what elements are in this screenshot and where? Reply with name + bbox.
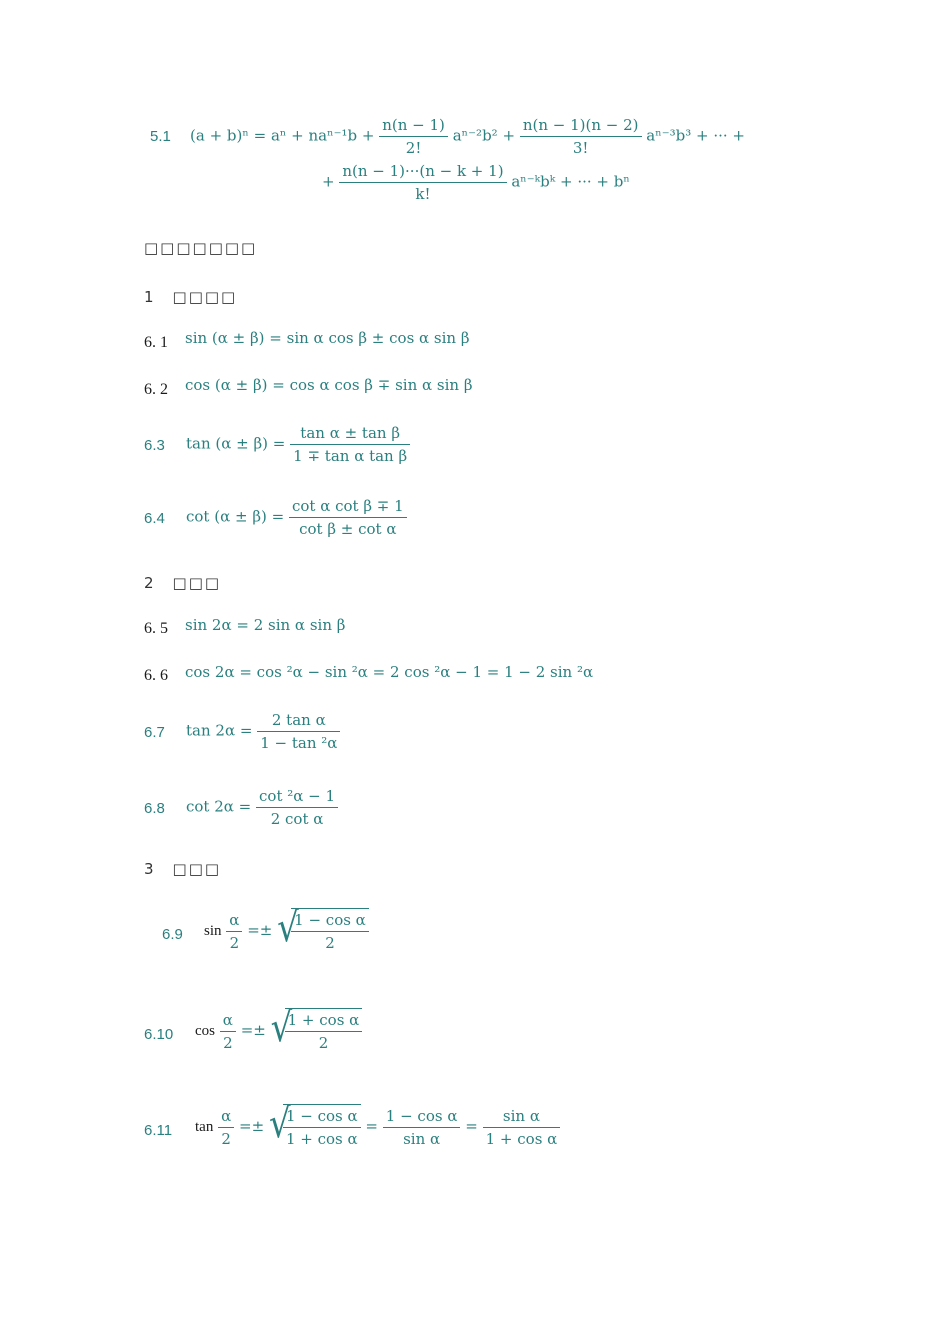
formula-6-11 <box>195 1100 560 1150</box>
radicand-fraction <box>291 909 369 954</box>
frac-denominator: k! <box>415 185 431 203</box>
formula-number-6-8: 6.8 <box>144 800 165 817</box>
binomial-tail: aⁿ⁻³b³ + ··· + <box>646 126 746 145</box>
formula-number-6-11: 6.11 <box>144 1122 173 1139</box>
half-angle-fraction <box>226 909 242 954</box>
formula-6-7 <box>186 709 340 754</box>
formula-fraction <box>257 709 340 754</box>
formula-number-6-7: 6.7 <box>144 724 165 741</box>
frac-numerator: sin α <box>483 1105 561 1128</box>
function-name: sin <box>204 923 222 939</box>
binomial-tail-2: aⁿ⁻ᵏbᵏ + ··· + bⁿ <box>511 172 630 191</box>
frac-denominator: 2 <box>325 934 335 952</box>
frac-numerator: n(n − 1)(n − 2) <box>520 114 642 137</box>
half-angle-fraction <box>220 1009 236 1054</box>
section-heading-2: 2 □□□ <box>144 574 222 592</box>
frac-numerator: α <box>220 1009 236 1032</box>
function-name: cos <box>195 1023 215 1039</box>
frac-numerator: 2 tan α <box>257 709 340 732</box>
formula-fraction <box>289 495 407 540</box>
formula-6-1: sin (α ± β) = sin α cos β ± cos α sin β <box>185 329 470 347</box>
equals-sign: = <box>365 1117 378 1135</box>
frac-numerator: 1 − cos α <box>283 1105 361 1128</box>
frac-numerator: cot α cot β ∓ 1 <box>289 495 407 518</box>
formula-6-8 <box>186 785 338 830</box>
formula-number-6-3: 6.3 <box>144 437 165 454</box>
binomial-line-2 <box>322 160 630 205</box>
square-root <box>277 904 369 954</box>
formula-6-3 <box>186 422 410 467</box>
plus-minus: =± <box>240 1021 266 1039</box>
formula-lhs: cot (α ± β) = <box>186 507 285 526</box>
formula-lhs: tan 2α = <box>186 721 253 740</box>
binomial-line-1 <box>190 114 745 159</box>
frac-denominator: 2 <box>229 933 240 952</box>
formula-number-6-2: 6. 2 <box>144 381 168 398</box>
half-angle-fraction <box>218 1105 234 1150</box>
frac-numerator: cot ²α − 1 <box>256 785 338 808</box>
formula-number-6-5: 6. 5 <box>144 620 168 637</box>
frac-numerator: 1 − cos α <box>291 909 369 932</box>
frac-numerator: n(n − 1)···(n − k + 1) <box>339 160 506 183</box>
section-heading-1: 1 □□□□ <box>144 288 238 306</box>
radical-sign-icon: √ <box>270 1004 293 1052</box>
plus-minus: =± <box>239 1117 265 1135</box>
formula-number-6-1: 6. 1 <box>144 334 168 351</box>
second-fraction <box>383 1105 461 1150</box>
third-fraction <box>483 1105 561 1150</box>
plus-minus: =± <box>247 921 273 939</box>
frac-numerator: 1 + cos α <box>285 1009 363 1032</box>
formula-fraction <box>256 785 338 830</box>
frac-numerator: n(n − 1) <box>379 114 448 137</box>
frac-denominator: 2 <box>223 1033 233 1052</box>
formula-number-5-1: 5.1 <box>150 128 171 145</box>
frac-denominator: 1 − tan ²α <box>260 734 338 752</box>
binomial-lead: + <box>322 172 335 191</box>
frac-denominator: 2 <box>221 1129 231 1148</box>
equals-sign: = <box>465 1117 478 1135</box>
formula-6-2: cos (α ± β) = cos α cos β ∓ sin α sin β <box>185 376 473 394</box>
formula-lhs: tan (α ± β) = <box>186 434 286 453</box>
chapter-heading: □□□□□□□ <box>144 239 258 257</box>
frac-denominator: 1 + cos α <box>485 1129 558 1148</box>
formula-lhs: cot 2α = <box>186 797 252 816</box>
radicand-fraction <box>283 1105 361 1150</box>
formula-number-6-6: 6. 6 <box>144 667 168 684</box>
frac-denominator: cot β ± cot α <box>299 520 397 538</box>
section-heading-3: 3 □□□ <box>144 860 222 878</box>
frac-denominator: 1 + cos α <box>285 1130 358 1148</box>
binomial-frac-2 <box>520 114 642 159</box>
frac-numerator: tan α ± tan β <box>290 422 410 445</box>
radicand-fraction <box>285 1009 363 1054</box>
formula-number-6-9: 6.9 <box>162 926 183 943</box>
formula-6-6: cos 2α = cos ²α − sin ²α = 2 cos ²α − 1 = 1 − 2 sin ²α <box>185 663 594 681</box>
binomial-lhs: (a + b)ⁿ = aⁿ + naⁿ⁻¹b + <box>190 126 375 145</box>
formula-number-6-4: 6.4 <box>144 510 165 527</box>
function-name: tan <box>195 1119 214 1135</box>
formula-6-5: sin 2α = 2 sin α sin β <box>185 616 346 634</box>
frac-numerator: α <box>218 1105 234 1128</box>
formula-6-10 <box>195 1004 362 1054</box>
frac-denominator: sin α <box>403 1129 441 1148</box>
frac-denominator: 3! <box>572 139 589 157</box>
radical-sign-icon: √ <box>268 1100 291 1148</box>
radical-sign-icon: √ <box>277 904 299 952</box>
frac-numerator: 1 − cos α <box>383 1105 461 1128</box>
formula-6-4 <box>186 495 407 540</box>
formula-number-6-10: 6.10 <box>144 1026 174 1043</box>
square-root <box>270 1004 363 1054</box>
square-root <box>268 1100 361 1150</box>
frac-numerator: α <box>226 909 242 932</box>
binomial-mid: aⁿ⁻²b² + <box>452 126 516 145</box>
formula-6-9 <box>204 904 369 954</box>
binomial-frac-1 <box>379 114 448 159</box>
frac-denominator: 2 cot α <box>270 810 324 828</box>
frac-denominator: 2! <box>405 139 422 157</box>
frac-denominator: 2 <box>318 1034 329 1052</box>
frac-denominator: 1 ∓ tan α tan β <box>293 447 408 465</box>
binomial-frac-3 <box>339 160 506 205</box>
formula-fraction <box>290 422 410 467</box>
